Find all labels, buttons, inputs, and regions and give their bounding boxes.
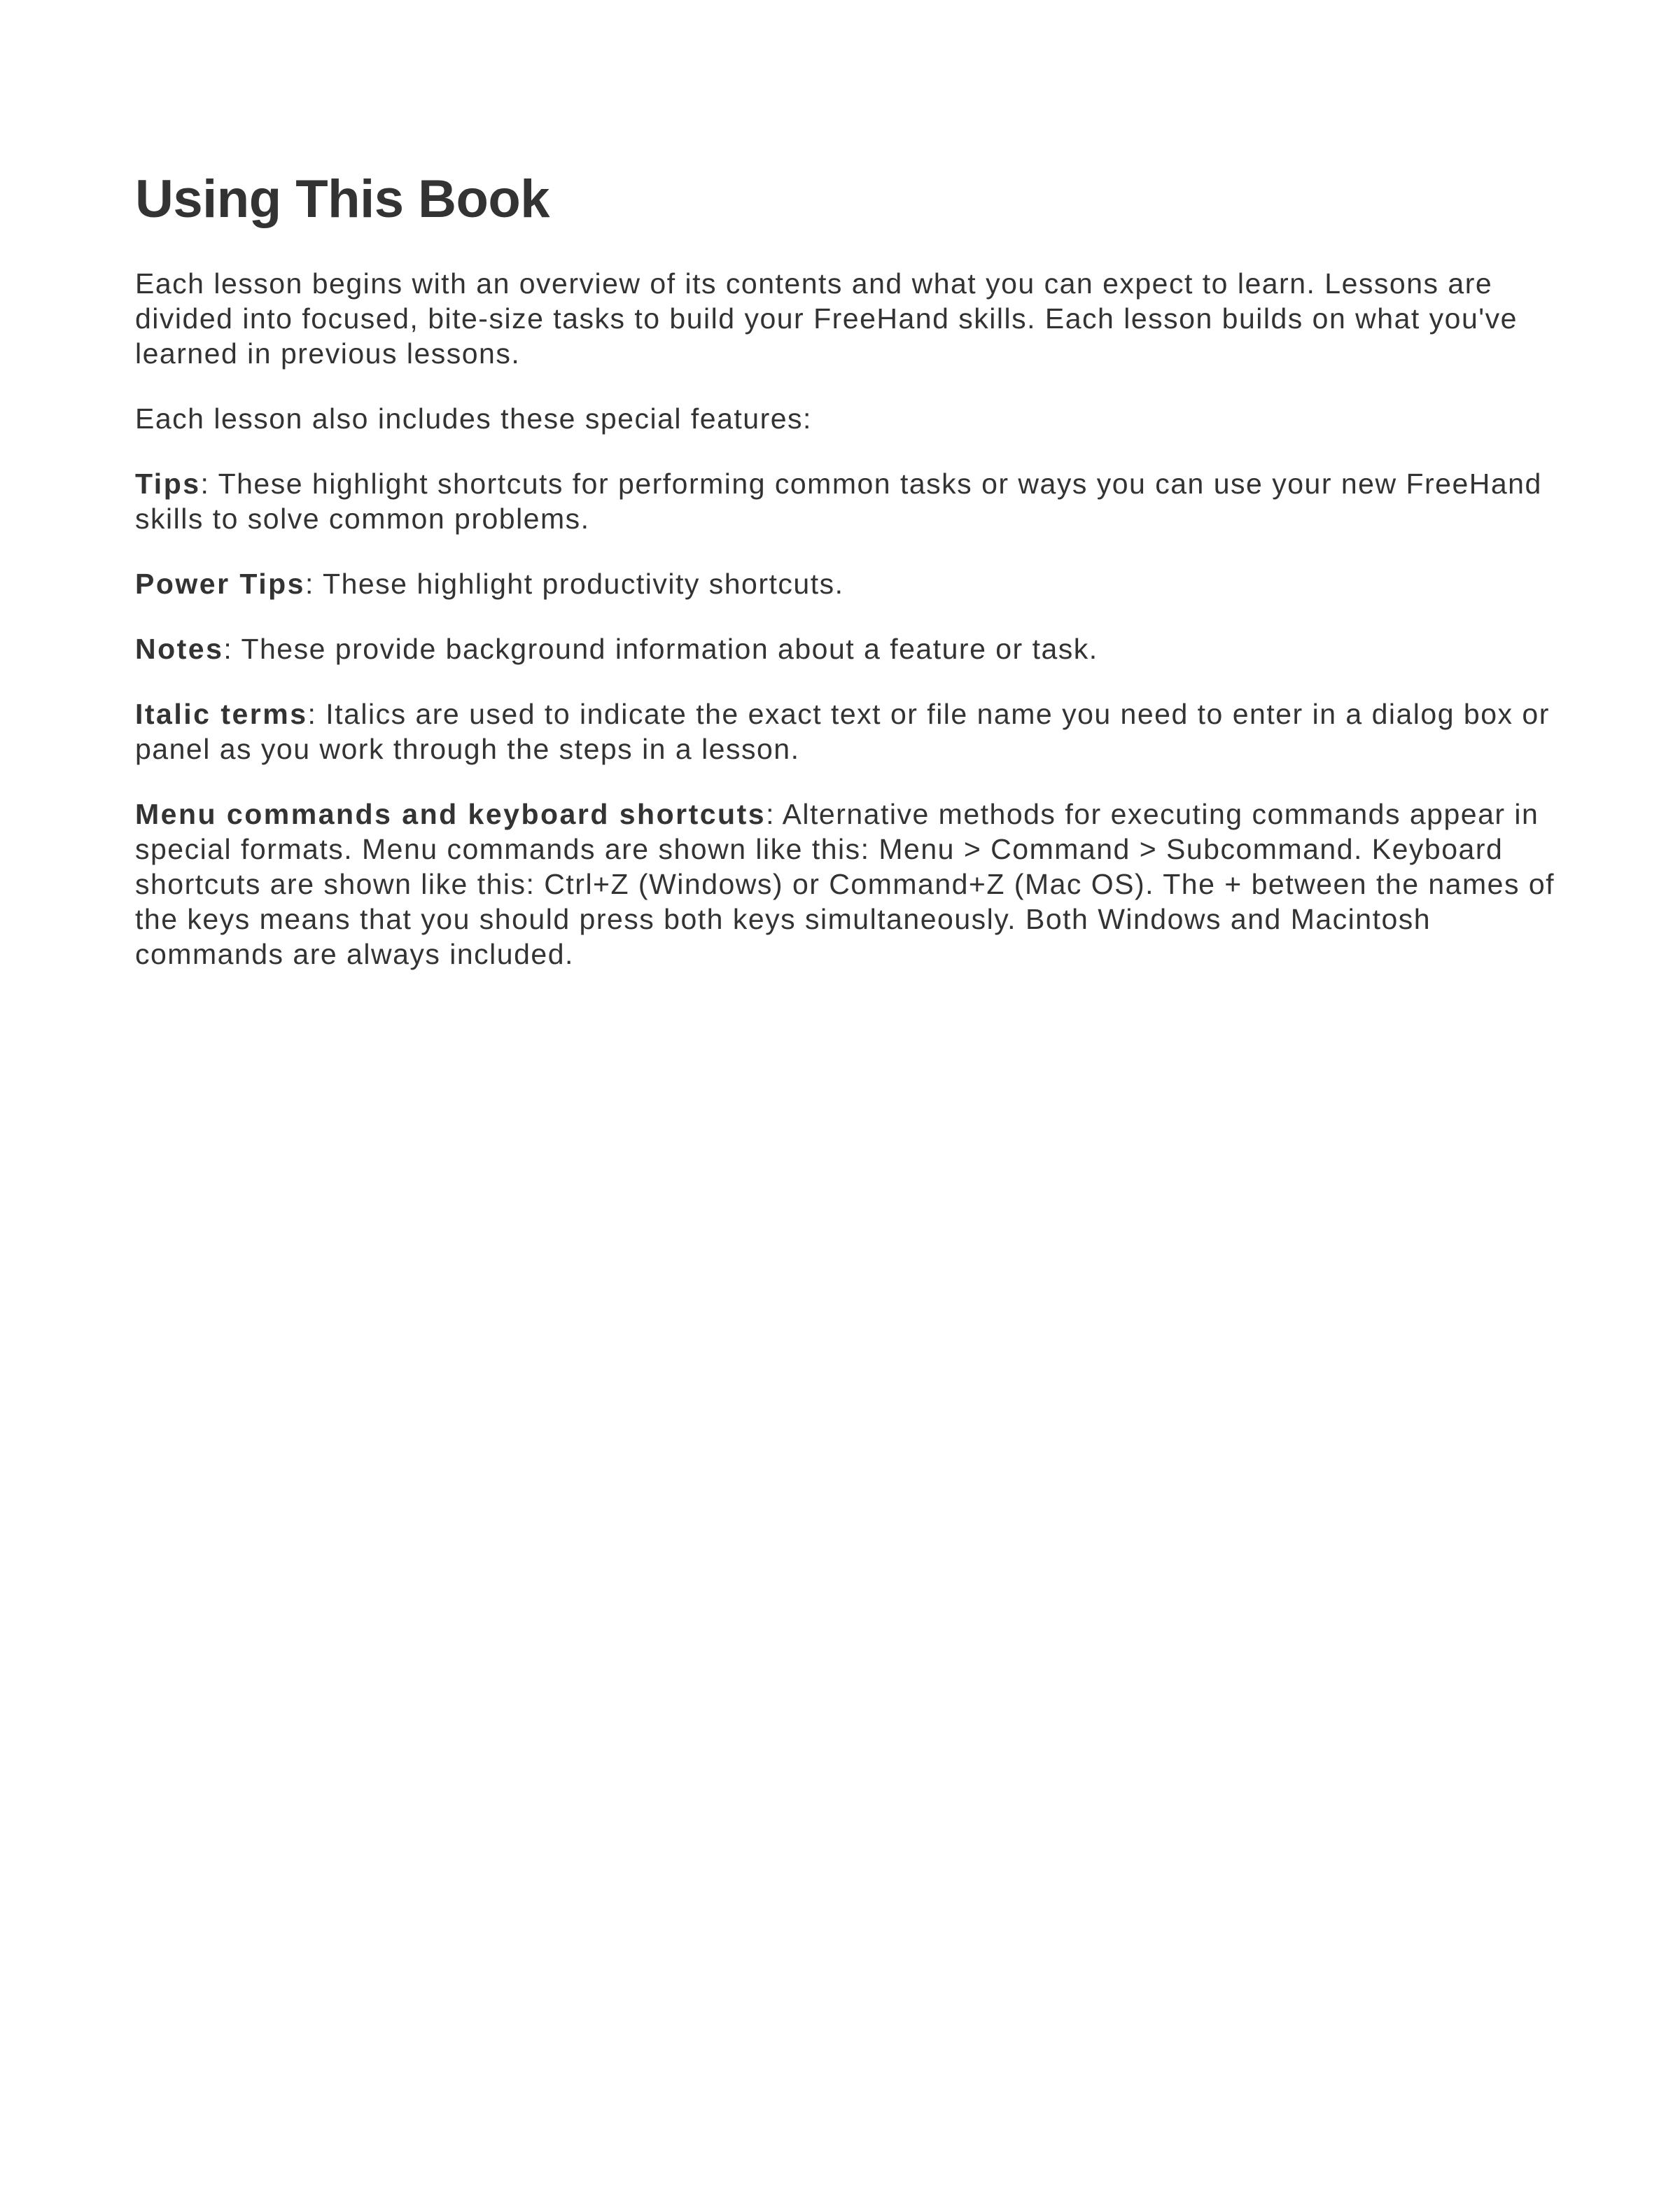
page-title: Using This Book — [135, 169, 550, 229]
page-content — [135, 168, 1556, 1002]
feature-description: : Alternative methods for executing commands appear in special formats. Menu commands are shown like this: Menu > Command > Subcommand. Keyboard shortcuts are shown like this: Ctrl+Z (Windows) or Command+Z (Mac OS). The + between the names of the keys means that you should press both keys simultaneously. Both Windows and Macintosh commands are always included. — [135, 798, 1555, 970]
feature-menu-commands — [135, 797, 1556, 972]
intro-paragraph: Each lesson begins with an overview of its contents and what you can expect to learn. Lessons are divided into focused, bite-size tasks to build your FreeHand skills. Each lesson builds on what you've learned in previous lessons. — [135, 267, 1518, 370]
feature-term: Menu commands and keyboard shortcuts — [135, 798, 766, 830]
feature-power-tips — [135, 566, 1556, 601]
feature-term: Tips — [135, 468, 201, 500]
feature-term: Power Tips — [135, 568, 305, 600]
feature-description: : These provide background information about a feature or task. — [223, 633, 1098, 665]
feature-term: Notes — [135, 633, 224, 665]
feature-description: : Italics are used to indicate the exact text or file name you need to enter in a dialog box or panel as you work through the steps in a lesson. — [135, 698, 1550, 765]
feature-description: : These highlight productivity shortcuts. — [304, 568, 844, 600]
feature-description: : These highlight shortcuts for performing common tasks or ways you can use your new FreeHand skills to solve common problems. — [135, 468, 1542, 535]
feature-tips — [135, 466, 1556, 536]
feature-italic-terms — [135, 696, 1556, 766]
feature-term: Italic terms — [135, 698, 308, 730]
feature-notes — [135, 631, 1556, 666]
features-intro: Each lesson also includes these special features: — [135, 402, 812, 435]
